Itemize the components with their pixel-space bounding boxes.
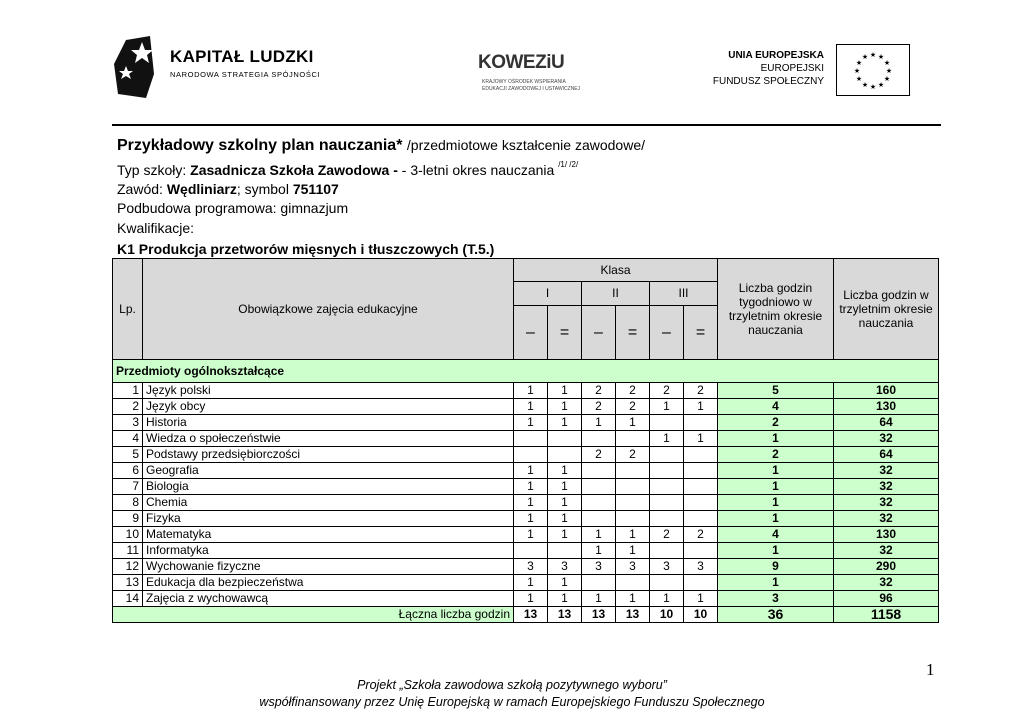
- row-semester-3: 1: [582, 527, 616, 543]
- header-semester-2: =: [548, 305, 582, 359]
- section-general: Przedmioty ogólnokształcące: [113, 360, 939, 383]
- row-subject: Historia: [143, 415, 514, 431]
- koweziu-subtitle-2: EDUKACJI ZAWODOWEJ I USTAWICZNEJ: [482, 86, 581, 92]
- svg-text:★: ★: [877, 81, 885, 89]
- row-semester-1: [514, 447, 548, 463]
- total-semester-5: 10: [650, 607, 684, 623]
- row-lp: 5: [113, 447, 143, 463]
- curriculum-table: [112, 258, 939, 623]
- school-term: - 3-letni okres nauczania: [401, 162, 555, 178]
- table-row: [113, 447, 939, 463]
- row-semester-3: 2: [582, 399, 616, 415]
- row-semester-3: 2: [582, 447, 616, 463]
- row-lp: 8: [113, 495, 143, 511]
- row-semester-2: [548, 447, 582, 463]
- table-row: [113, 383, 939, 399]
- table-row: [113, 495, 939, 511]
- header-weekly: Liczba godzin tygodniowo w trzyletnim okresie nauczania: [718, 259, 834, 360]
- total-hours: 1158: [834, 607, 939, 623]
- eu-line-3: FUNDUSZ SPOŁECZNY: [712, 76, 824, 87]
- row-lp: 6: [113, 463, 143, 479]
- row-total: 96: [834, 591, 939, 607]
- row-lp: 4: [113, 431, 143, 447]
- row-semester-1: [514, 431, 548, 447]
- row-semester-5: 3: [650, 559, 684, 575]
- row-semester-1: 1: [514, 527, 548, 543]
- row-semester-4: 1: [616, 527, 650, 543]
- school-type-line: Typ szkoły: Zasadnicza Szkoła Zawodowa - - 3-letni okres nauczania $^{/1/ /2/}$: [117, 160, 579, 178]
- row-semester-3: 1: [582, 543, 616, 559]
- row-semester-1: 1: [514, 399, 548, 415]
- row-semester-5: 2: [650, 383, 684, 399]
- row-lp: 3: [113, 415, 143, 431]
- row-subject: Zajęcia z wychowawcą: [143, 591, 514, 607]
- row-weekly: 1: [718, 479, 834, 495]
- row-semester-4: 3: [616, 559, 650, 575]
- row-semester-1: 1: [514, 383, 548, 399]
- table-row: [113, 399, 939, 415]
- row-semester-1: 1: [514, 479, 548, 495]
- row-semester-2: [548, 431, 582, 447]
- row-semester-4: 2: [616, 399, 650, 415]
- row-subject: Podstawy przedsiębiorczości: [143, 447, 514, 463]
- row-semester-3: 1: [582, 591, 616, 607]
- row-subject: Geografia: [143, 463, 514, 479]
- row-semester-1: 1: [514, 575, 548, 591]
- row-weekly: 1: [718, 543, 834, 559]
- row-weekly: 5: [718, 383, 834, 399]
- header-total: Liczba godzin w trzyletnim okresie nauczania: [834, 259, 939, 360]
- header-class-1: I: [514, 282, 582, 305]
- row-semester-3: 1: [582, 415, 616, 431]
- title-rest: /przedmiotowe kształcenie zawodowe/: [406, 137, 646, 153]
- row-semester-6: [684, 495, 718, 511]
- row-weekly: 3: [718, 591, 834, 607]
- row-weekly: 1: [718, 431, 834, 447]
- table-row: [113, 543, 939, 559]
- row-total: 64: [834, 447, 939, 463]
- row-total: 130: [834, 399, 939, 415]
- row-semester-4: 2: [616, 383, 650, 399]
- profession-name: Wędliniarz: [166, 181, 237, 197]
- row-semester-3: [582, 431, 616, 447]
- row-semester-6: [684, 415, 718, 431]
- eu-line-1: UNIA EUROPEJSKA: [728, 50, 824, 61]
- table-row: [113, 431, 939, 447]
- row-subject: Fizyka: [143, 511, 514, 527]
- row-lp: 1: [113, 383, 143, 399]
- table-row: [113, 415, 939, 431]
- svg-text:★: ★: [885, 67, 893, 75]
- row-semester-6: 1: [684, 399, 718, 415]
- row-semester-4: [616, 479, 650, 495]
- row-lp: 10: [113, 527, 143, 543]
- row-semester-1: [514, 543, 548, 559]
- row-subject: Chemia: [143, 495, 514, 511]
- row-lp: 11: [113, 543, 143, 559]
- kapital-ludzki-logo: [112, 34, 322, 100]
- row-weekly: 1: [718, 495, 834, 511]
- school-label: Typ szkoły:: [117, 162, 187, 178]
- row-semester-5: [650, 415, 684, 431]
- total-row: [113, 607, 939, 623]
- row-semester-6: [684, 543, 718, 559]
- koweziu-title: KOWEZiU: [478, 52, 565, 73]
- row-semester-5: 2: [650, 527, 684, 543]
- row-semester-4: [616, 431, 650, 447]
- profession-label: Zawód:: [117, 181, 163, 197]
- row-semester-1: 1: [514, 415, 548, 431]
- row-weekly: 1: [718, 511, 834, 527]
- title-bold: Przykładowy szkolny plan nauczania*: [117, 137, 403, 154]
- total-weekly: 36: [718, 607, 834, 623]
- row-subject: Wiedza o społeczeństwie: [143, 431, 514, 447]
- row-semester-6: [684, 575, 718, 591]
- row-semester-5: 1: [650, 399, 684, 415]
- table-row: [113, 463, 939, 479]
- header-rule: [112, 124, 941, 126]
- row-semester-4: 1: [616, 415, 650, 431]
- row-semester-6: [684, 479, 718, 495]
- table-row: [113, 511, 939, 527]
- row-total: 32: [834, 431, 939, 447]
- header-class-3: III: [650, 282, 718, 305]
- row-semester-1: 3: [514, 559, 548, 575]
- row-semester-2: 1: [548, 399, 582, 415]
- header-klasa: Klasa: [514, 259, 718, 282]
- school-type: Zasadnicza Szkoła Zawodowa: [190, 162, 390, 178]
- row-total: 32: [834, 479, 939, 495]
- header-subject: Obowiązkowe zajęcia edukacyjne: [143, 259, 514, 360]
- row-semester-3: [582, 511, 616, 527]
- svg-text:★: ★: [861, 53, 869, 61]
- base-line: Podbudowa programowa: gimnazjum: [117, 200, 349, 216]
- footer-line-2: współfinansowany przez Unię Europejską w ramach Europejskiego Funduszu Społecznego: [259, 695, 765, 709]
- row-total: 290: [834, 559, 939, 575]
- svg-text:★: ★: [883, 59, 891, 67]
- total-semester-2: 13: [548, 607, 582, 623]
- row-semester-4: [616, 511, 650, 527]
- svg-text:★: ★: [855, 59, 863, 67]
- school-note: /1/ /2/: [558, 160, 579, 169]
- svg-text:★: ★: [883, 75, 891, 83]
- eu-line-2: EUROPEJSKI: [760, 63, 824, 74]
- row-subject: Wychowanie fizyczne: [143, 559, 514, 575]
- row-semester-6: [684, 511, 718, 527]
- row-total: 32: [834, 463, 939, 479]
- svg-text:★: ★: [869, 51, 877, 59]
- svg-text:★: ★: [869, 83, 877, 91]
- row-semester-3: [582, 463, 616, 479]
- total-label: Łączna liczba godzin: [113, 607, 514, 623]
- row-semester-2: 1: [548, 527, 582, 543]
- row-total: 64: [834, 415, 939, 431]
- row-semester-1: 1: [514, 511, 548, 527]
- svg-text:★: ★: [855, 75, 863, 83]
- header-class-2: II: [582, 282, 650, 305]
- header-lp: Lp.: [113, 259, 143, 360]
- row-semester-3: 3: [582, 559, 616, 575]
- row-semester-5: [650, 543, 684, 559]
- row-semester-2: 1: [548, 383, 582, 399]
- row-semester-3: 2: [582, 383, 616, 399]
- row-semester-2: 1: [548, 511, 582, 527]
- row-semester-2: 1: [548, 463, 582, 479]
- row-semester-2: 1: [548, 591, 582, 607]
- row-semester-4: [616, 463, 650, 479]
- total-semester-4: 13: [616, 607, 650, 623]
- row-semester-6: [684, 463, 718, 479]
- symbol-value: 751107: [292, 181, 339, 197]
- row-semester-1: 1: [514, 495, 548, 511]
- row-semester-2: 1: [548, 575, 582, 591]
- row-semester-6: 3: [684, 559, 718, 575]
- row-weekly: 9: [718, 559, 834, 575]
- row-semester-3: [582, 479, 616, 495]
- total-semester-1: 13: [514, 607, 548, 623]
- row-lp: 13: [113, 575, 143, 591]
- row-semester-5: [650, 511, 684, 527]
- row-semester-5: [650, 479, 684, 495]
- row-semester-5: 1: [650, 591, 684, 607]
- table-row: [113, 479, 939, 495]
- qualification-name: K1 Produkcja przetworów mięsnych i tłuszczowych (T.5.): [117, 241, 495, 257]
- document-title: [117, 137, 645, 155]
- header-semester-1: –: [514, 305, 548, 359]
- row-semester-1: 1: [514, 463, 548, 479]
- header-semester-6: =: [684, 305, 718, 359]
- table-row: [113, 559, 939, 575]
- row-subject: Biologia: [143, 479, 514, 495]
- row-lp: 12: [113, 559, 143, 575]
- row-semester-5: [650, 463, 684, 479]
- row-semester-6: 1: [684, 431, 718, 447]
- row-total: 160: [834, 383, 939, 399]
- header-semester-5: –: [650, 305, 684, 359]
- row-subject: Edukacja dla bezpieczeństwa: [143, 575, 514, 591]
- row-semester-4: 2: [616, 447, 650, 463]
- kapital-ludzki-subtitle: NARODOWA STRATEGIA SPÓJNOŚCI: [170, 70, 321, 79]
- row-subject: Informatyka: [143, 543, 514, 559]
- row-semester-2: 1: [548, 495, 582, 511]
- row-semester-2: [548, 543, 582, 559]
- eu-flag-icon: [836, 44, 910, 96]
- kapital-ludzki-mark-icon: [112, 34, 160, 100]
- koweziu-subtitle-1: KRAJOWY OŚRODEK WSPIERANIA: [482, 79, 566, 85]
- table-row: [113, 575, 939, 591]
- row-semester-6: 2: [684, 527, 718, 543]
- row-weekly: 1: [718, 575, 834, 591]
- row-semester-3: [582, 575, 616, 591]
- svg-text:★: ★: [861, 81, 869, 89]
- row-total: 32: [834, 511, 939, 527]
- row-semester-4: [616, 495, 650, 511]
- row-total: 32: [834, 495, 939, 511]
- page-number: 1: [926, 660, 935, 679]
- koweziu-logo: [478, 46, 590, 94]
- profession-line: Zawód: Wędliniarz; symbol 751107: [117, 181, 339, 197]
- row-total: 32: [834, 575, 939, 591]
- row-subject: Język obcy: [143, 399, 514, 415]
- row-subject: Matematyka: [143, 527, 514, 543]
- row-semester-6: 1: [684, 591, 718, 607]
- row-semester-5: [650, 495, 684, 511]
- footer-line-1: Projekt „Szkoła zawodowa szkołą pozytywnego wyboru”: [357, 678, 667, 692]
- row-semester-2: 1: [548, 479, 582, 495]
- row-weekly: 4: [718, 399, 834, 415]
- table-row: [113, 591, 939, 607]
- header-semester-4: =: [616, 305, 650, 359]
- row-semester-3: [582, 495, 616, 511]
- header-semester-3: –: [582, 305, 616, 359]
- row-semester-4: 1: [616, 543, 650, 559]
- row-semester-4: 1: [616, 591, 650, 607]
- row-weekly: 1: [718, 463, 834, 479]
- eu-logo: [714, 44, 914, 98]
- row-semester-2: 1: [548, 415, 582, 431]
- svg-text:★: ★: [877, 53, 885, 61]
- row-semester-6: [684, 447, 718, 463]
- row-lp: 14: [113, 591, 143, 607]
- row-semester-5: [650, 575, 684, 591]
- row-weekly: 2: [718, 415, 834, 431]
- row-semester-5: 1: [650, 431, 684, 447]
- svg-text:★: ★: [853, 67, 861, 75]
- row-total: 130: [834, 527, 939, 543]
- row-subject: Język polski: [143, 383, 514, 399]
- row-semester-1: 1: [514, 591, 548, 607]
- row-lp: 9: [113, 511, 143, 527]
- total-semester-3: 13: [582, 607, 616, 623]
- symbol-label: symbol: [244, 181, 289, 197]
- row-semester-2: 3: [548, 559, 582, 575]
- kapital-ludzki-title: KAPITAŁ LUDZKI: [170, 47, 314, 66]
- row-weekly: 4: [718, 527, 834, 543]
- qualifications-label: Kwalifikacje:: [117, 220, 195, 236]
- row-lp: 7: [113, 479, 143, 495]
- total-semester-6: 10: [684, 607, 718, 623]
- row-semester-4: [616, 575, 650, 591]
- row-semester-5: [650, 447, 684, 463]
- row-weekly: 2: [718, 447, 834, 463]
- row-lp: 2: [113, 399, 143, 415]
- row-semester-6: 2: [684, 383, 718, 399]
- table-row: [113, 527, 939, 543]
- row-total: 32: [834, 543, 939, 559]
